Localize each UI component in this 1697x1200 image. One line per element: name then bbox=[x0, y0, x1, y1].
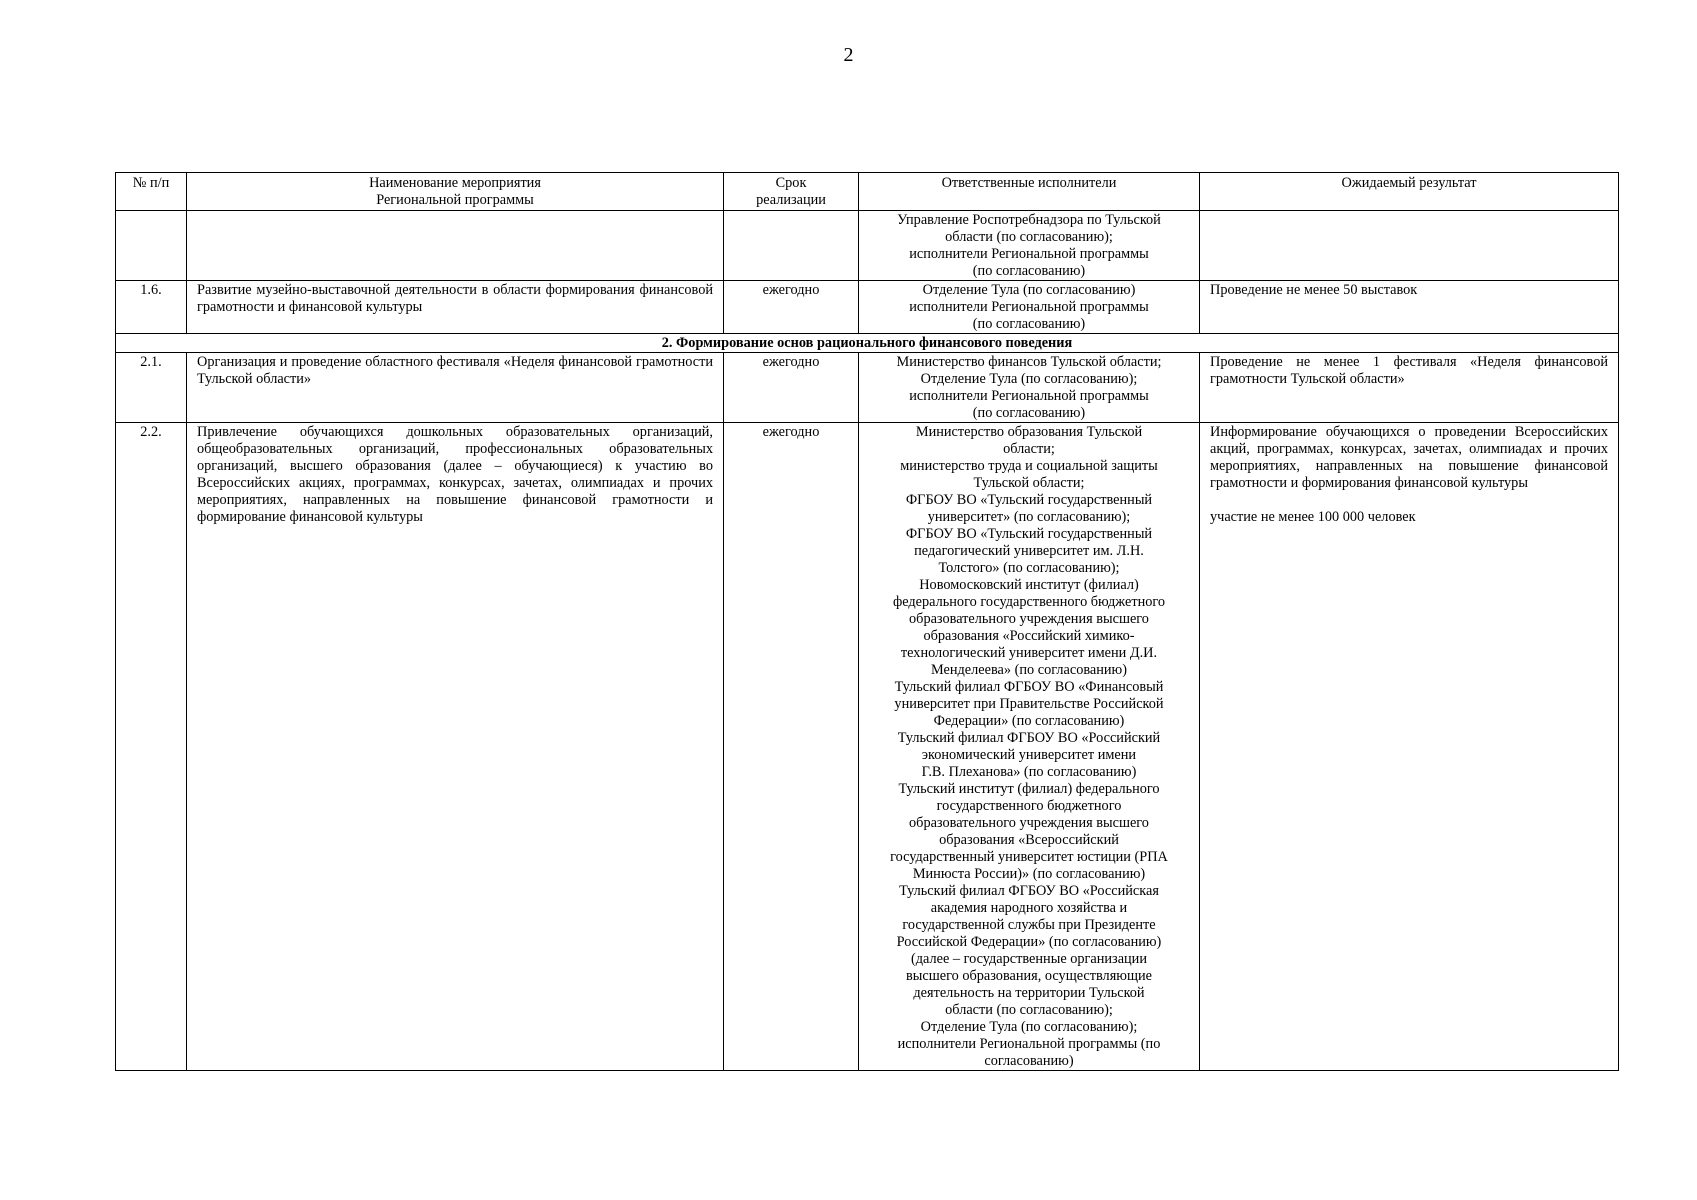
responsible-line: (по согласованию) bbox=[972, 263, 1086, 279]
responsible-line: Тульский филиал ФГБОУ ВО «Финансовый bbox=[894, 679, 1164, 695]
header-term bbox=[724, 173, 859, 211]
responsible-line: Отделение Тула (по согласованию); bbox=[920, 371, 1138, 387]
row-term bbox=[724, 211, 859, 281]
result-text: Проведение не менее 50 выставок bbox=[1210, 282, 1418, 298]
responsible-line: исполнители Региональной программы bbox=[909, 299, 1149, 315]
responsible-line: государственный университет юстиции (РПА bbox=[890, 849, 1168, 865]
table-row bbox=[116, 353, 1619, 423]
row-term: ежегодно bbox=[724, 281, 859, 334]
responsible-line: Новомосковский институт (филиал) bbox=[919, 577, 1139, 593]
row-num bbox=[116, 211, 187, 281]
responsible-line: Отделение Тула (по согласованию) bbox=[922, 282, 1136, 298]
responsible-line: университет» (по согласованию); bbox=[927, 509, 1131, 525]
table-row bbox=[116, 281, 1619, 334]
responsible-line: (по согласованию) bbox=[972, 405, 1086, 421]
row-responsible bbox=[859, 211, 1200, 281]
header-responsible: Ответственные исполнители bbox=[859, 173, 1200, 211]
responsible-line: ФГБОУ ВО «Тульский государственный bbox=[905, 492, 1153, 508]
responsible-line: государственной службы при Президенте bbox=[902, 917, 1156, 933]
responsible-line: образовательного учреждения высшего bbox=[909, 815, 1149, 831]
row-name: Привлечение обучающихся дошкольных образовательных организаций, общеобразовательных организаций, профессиональных образовательных организаций, высшего образования (далее – обучающиеся) к участию во Всероссийских акциях, программах, конкурсах, зачетах, олимпиадах и прочих мероприятиях, направленных на повышение финансовой грамотности и формирование финансовой культуры bbox=[187, 423, 724, 1071]
responsible-line: педагогический университет им. Л.Н. bbox=[914, 543, 1144, 559]
row-num: 1.6. bbox=[116, 281, 187, 334]
responsible-line: деятельность на территории Тульской bbox=[913, 985, 1145, 1001]
responsible-line: академия народного хозяйства и bbox=[930, 900, 1128, 916]
table-row bbox=[116, 211, 1619, 281]
responsible-line: образования «Всероссийский bbox=[939, 832, 1119, 848]
header-result: Ожидаемый результат bbox=[1200, 173, 1619, 211]
responsible-line: Отделение Тула (по согласованию); bbox=[920, 1019, 1138, 1035]
responsible-line: Министерство финансов Тульской области; bbox=[896, 354, 1162, 370]
responsible-line: высшего образования, осуществляющие bbox=[906, 968, 1152, 984]
responsible-line: Тульской области; bbox=[973, 475, 1085, 491]
responsible-line: области (по согласованию); bbox=[945, 229, 1113, 245]
row-name: Организация и проведение областного фестиваля «Неделя финансовой грамотности Тульской области» bbox=[187, 353, 724, 423]
row-num: 2.1. bbox=[116, 353, 187, 423]
page-number: 2 bbox=[843, 44, 854, 66]
responsible-line: технологический университет имени Д.И. bbox=[900, 645, 1158, 661]
responsible-line: Тульский институт (филиал) федерального bbox=[898, 781, 1160, 797]
responsible-line: исполнители Региональной программы bbox=[909, 246, 1149, 262]
result-spacer bbox=[1210, 492, 1608, 509]
responsible-line: согласованию) bbox=[984, 1053, 1074, 1069]
section-header-row bbox=[116, 334, 1619, 353]
row-result bbox=[1200, 423, 1619, 1071]
responsible-line: государственного бюджетного bbox=[936, 798, 1122, 814]
responsible-line: Министерство образования Тульской bbox=[915, 424, 1143, 440]
responsible-line: Тульский филиал ФГБОУ ВО «Российский bbox=[897, 730, 1161, 746]
responsible-line: Тульский филиал ФГБОУ ВО «Российская bbox=[899, 883, 1159, 899]
result-text: Информирование обучающихся о проведении Всероссийских акций, программах, конкурсах, зачетах, олимпиадах и прочих мероприятиях, направленных на повышение финансовой грамотности и формирования финансовой культуры bbox=[1210, 424, 1608, 491]
header-name-line: Наименование мероприятия bbox=[369, 175, 541, 191]
row-result bbox=[1200, 211, 1619, 281]
responsible-line: исполнители Региональной программы bbox=[909, 388, 1149, 404]
responsible-line: Управление Роспотребнадзора по Тульской bbox=[897, 212, 1161, 228]
header-name-line: Региональной программы bbox=[376, 192, 534, 208]
responsible-line: Минюста России)» (по согласованию) bbox=[912, 866, 1146, 882]
result-text: участие не менее 100 000 человек bbox=[1210, 509, 1416, 525]
responsible-line: (далее – государственные организации bbox=[910, 951, 1147, 967]
header-num: № п/п bbox=[116, 173, 187, 211]
responsible-line: исполнители Региональной программы (по bbox=[897, 1036, 1161, 1052]
responsible-line: области; bbox=[1003, 441, 1055, 457]
table-header-row bbox=[116, 173, 1619, 211]
responsible-line: области (по согласованию); bbox=[945, 1002, 1113, 1018]
row-result bbox=[1200, 281, 1619, 334]
header-term-line: реализации bbox=[756, 192, 826, 208]
responsible-line: образовательного учреждения высшего bbox=[909, 611, 1149, 627]
responsible-line: Менделеева» (по согласованию) bbox=[931, 662, 1127, 678]
row-responsible bbox=[859, 423, 1200, 1071]
row-name bbox=[187, 211, 724, 281]
program-measures-table bbox=[115, 172, 1619, 1071]
row-responsible bbox=[859, 281, 1200, 334]
responsible-line: Толстого» (по согласованию); bbox=[938, 560, 1120, 576]
responsible-line: Г.В. Плеханова» (по согласованию) bbox=[921, 764, 1137, 780]
responsible-line: министерство труда и социальной защиты bbox=[900, 458, 1158, 474]
row-responsible bbox=[859, 353, 1200, 423]
row-result bbox=[1200, 353, 1619, 423]
responsible-line: университет при Правительстве Российской bbox=[894, 696, 1164, 712]
responsible-line: образования «Российский химико- bbox=[923, 628, 1135, 644]
row-term: ежегодно bbox=[724, 423, 859, 1071]
responsible-line: (по согласованию) bbox=[972, 316, 1086, 332]
responsible-line: Российской Федерации» (по согласованию) bbox=[896, 934, 1162, 950]
result-text: Проведение не менее 1 фестиваля «Неделя финансовой грамотности Тульской области» bbox=[1210, 354, 1608, 387]
header-term-line: Срок bbox=[775, 175, 807, 191]
responsible-line: ФГБОУ ВО «Тульский государственный bbox=[905, 526, 1153, 542]
table-row bbox=[116, 423, 1619, 1071]
header-name bbox=[187, 173, 724, 211]
responsible-line: экономический университет имени bbox=[921, 747, 1137, 763]
row-name: Развитие музейно-выставочной деятельности в области формирования финансовой грамотности и финансовой культуры bbox=[187, 281, 724, 334]
row-term: ежегодно bbox=[724, 353, 859, 423]
row-num: 2.2. bbox=[116, 423, 187, 1071]
responsible-line: Федерации» (по согласованию) bbox=[933, 713, 1125, 729]
section-title: 2. Формирование основ рационального финансового поведения bbox=[116, 334, 1619, 353]
responsible-line: федерального государственного бюджетного bbox=[892, 594, 1166, 610]
